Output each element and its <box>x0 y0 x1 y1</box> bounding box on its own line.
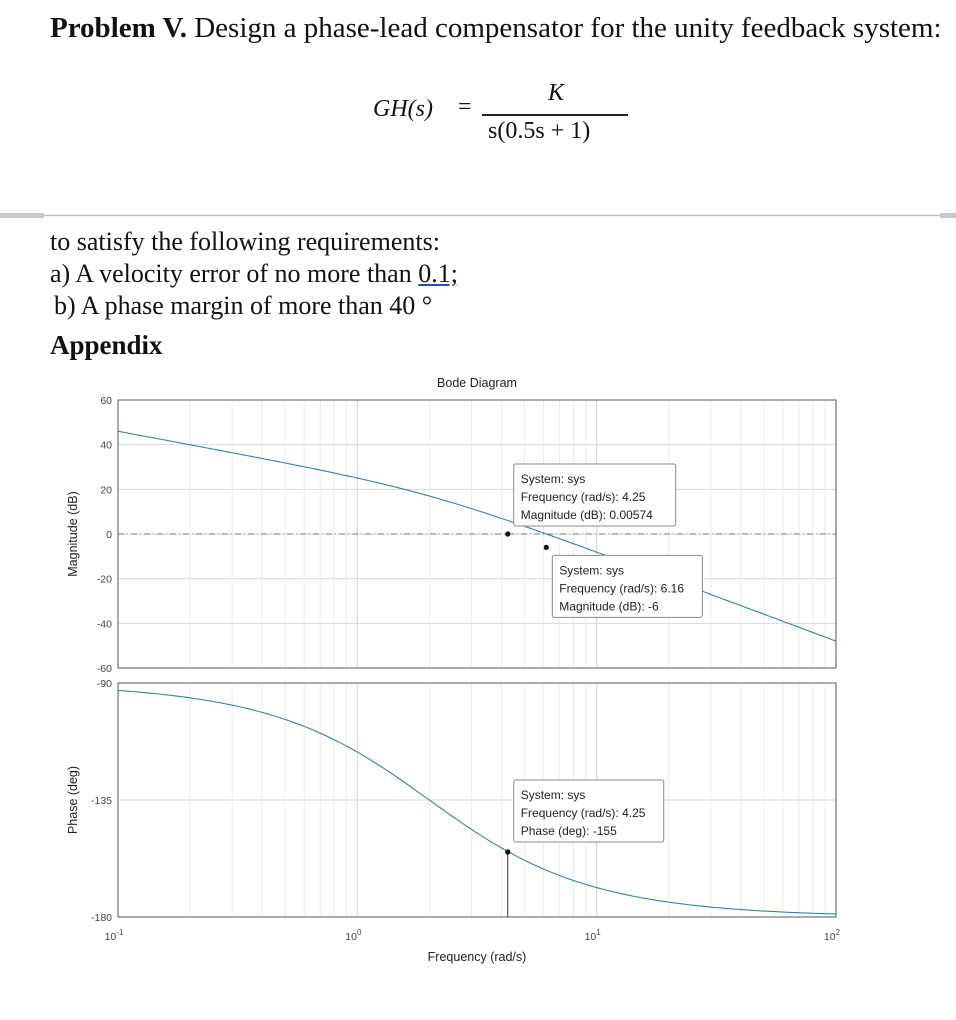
magnitude-y-ticks <box>97 395 112 675</box>
x-tick-label: $10^1$ <box>584 928 601 943</box>
phase-grid <box>118 683 836 917</box>
requirements-intro: to satisfy the following requirements: <box>50 227 440 256</box>
phase-y-tick-label: -135 <box>90 795 112 807</box>
datatip-marker <box>505 849 510 854</box>
equation-lhs: GH(s) <box>373 96 433 122</box>
appendix-heading: Appendix <box>50 330 163 360</box>
phase-y-tick-label: -90 <box>96 678 112 690</box>
datatip-text: System: sys <box>520 788 586 802</box>
magnitude-grid <box>118 400 836 668</box>
datatip-marker <box>544 545 549 550</box>
chart-title: Bode Diagram <box>437 376 517 390</box>
magnitude-y-tick-label: -40 <box>96 618 112 631</box>
requirement-b: b) A phase margin of more than 40 ° <box>54 291 433 320</box>
x-tick-label: $10^2$ <box>823 928 841 943</box>
phase-series-line <box>118 690 836 914</box>
magnitude-y-tick-label: -60 <box>96 663 112 675</box>
datatip-text: System: sys <box>559 563 624 578</box>
requirement-a-value: 0.1; <box>418 259 458 288</box>
problem-statement <box>50 12 942 45</box>
datatip-text: System: sys <box>520 471 586 486</box>
problem-label: Problem V. <box>50 12 187 44</box>
phase-y-tick-label: -180 <box>90 912 112 924</box>
x-axis-label: Frequency (rad/s) <box>427 950 527 964</box>
magnitude-y-tick-label: -20 <box>96 573 112 586</box>
datatip-text: Frequency (rad/s): 4.25 <box>520 489 646 504</box>
magnitude-y-tick-label: 20 <box>100 484 112 497</box>
datatip-text: Frequency (rad/s): 4.25 <box>520 806 646 820</box>
requirement-a <box>50 259 458 289</box>
phase-y-ticks <box>91 678 112 924</box>
datatip-text: Magnitude (dB): 0.00574 <box>520 507 653 522</box>
x-tick-label: $10^0$ <box>345 928 362 943</box>
equation-equals: = <box>458 94 472 120</box>
fraction-bar <box>482 114 628 116</box>
magnitude-y-tick-label: 0 <box>106 529 112 541</box>
magnitude-y-label: Magnitude (dB) <box>66 491 80 577</box>
datatip-text: Magnitude (dB): -6 <box>559 599 659 614</box>
datatip-text: Phase (deg): -155 <box>520 824 617 838</box>
datatips <box>505 464 702 917</box>
equation-numerator: K <box>548 80 565 106</box>
transfer-function-equation <box>370 80 640 150</box>
magnitude-y-tick-label: 60 <box>100 395 112 407</box>
datatip-marker <box>505 531 510 536</box>
bode-diagram <box>0 360 956 970</box>
magnitude-y-tick-label: 40 <box>100 439 112 452</box>
phase-y-label: Phase (deg) <box>66 765 80 835</box>
datatip-text: Frequency (rad/s): 6.16 <box>559 581 685 596</box>
page-divider <box>0 213 956 219</box>
x-ticks <box>105 928 841 943</box>
requirement-a-text: a) A velocity error of no more than <box>50 259 419 288</box>
equation-denominator: s(0.5s + 1) <box>488 118 591 144</box>
x-tick-label: $10^{-1}$ <box>104 928 124 943</box>
problem-text: Design a phase-lead compensator for the unity feedback system: <box>186 12 942 44</box>
magnitude-series-line <box>118 431 836 641</box>
